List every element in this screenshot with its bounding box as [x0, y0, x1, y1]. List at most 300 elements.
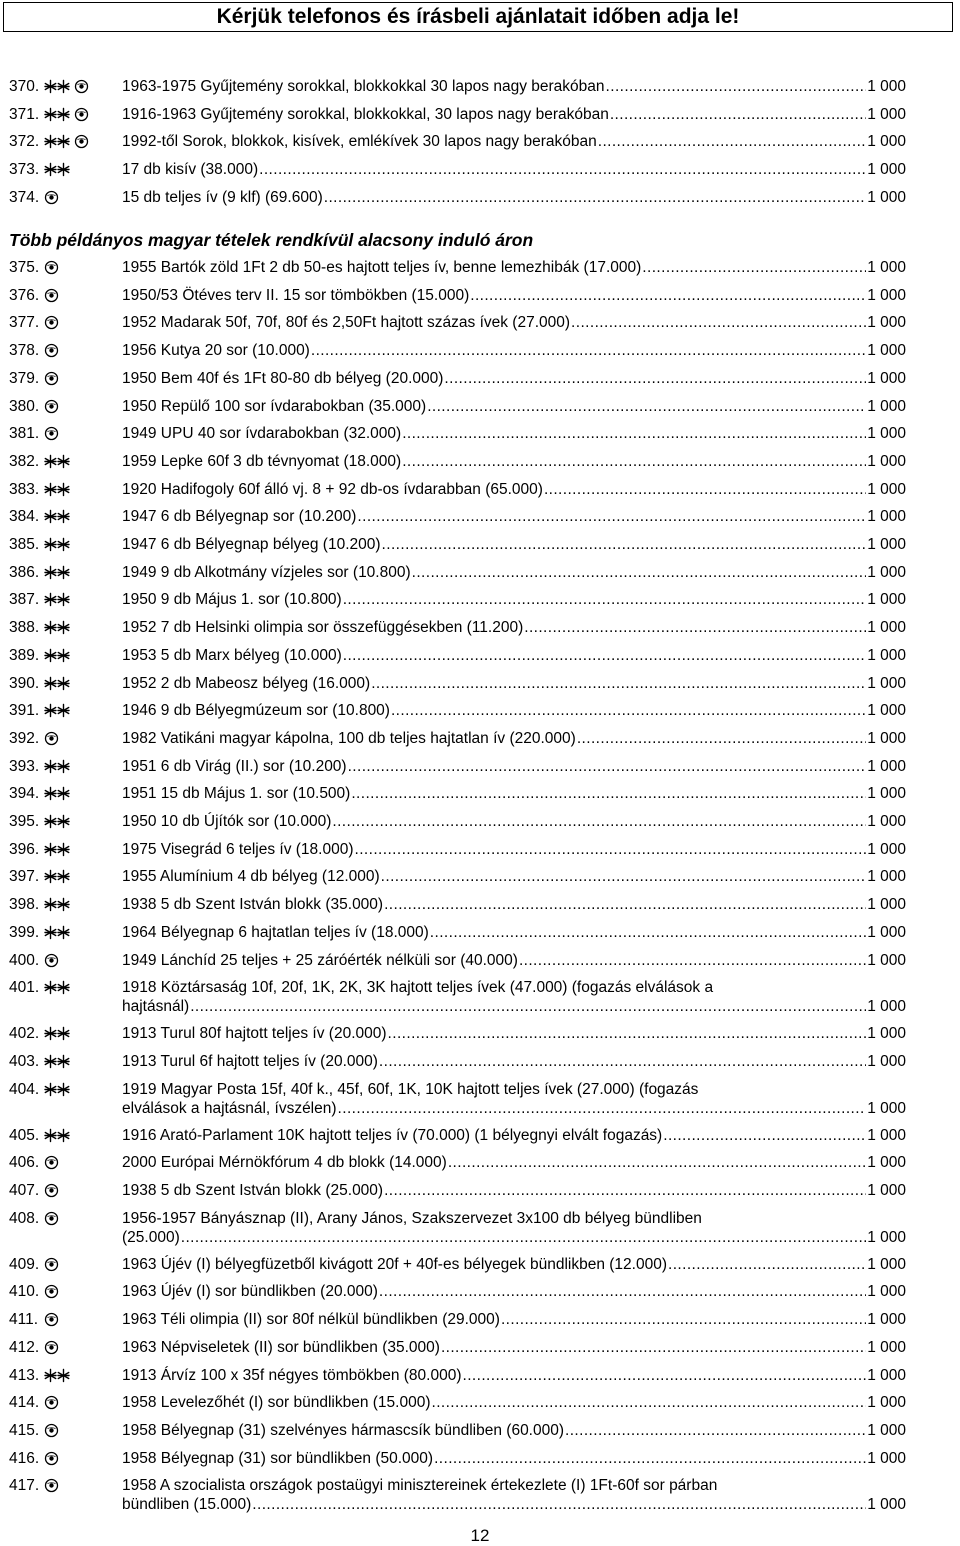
circled-dot-icon: [44, 953, 59, 968]
lot-text: 1956 Kutya 20 sor (10.000): [122, 342, 310, 360]
lot-number: 405.: [9, 1126, 40, 1144]
lot-price-line: [122, 729, 906, 748]
lot-text: 1950 Repülő 100 sor ívdarabokban (35.000): [122, 397, 427, 415]
condition-icons: [44, 980, 70, 995]
double-asterisk-icon: [44, 454, 70, 469]
condition-icons: [44, 1451, 59, 1466]
condition-icons: [44, 953, 59, 968]
lot-number: 391.: [9, 702, 40, 720]
circled-dot-icon: [44, 1257, 59, 1272]
lot-price: 1 000: [867, 646, 906, 664]
lot-text: 1920 Hadifogoly 60f álló vj. 8 + 92 db-os ívdarabban (65.000): [122, 480, 543, 498]
condition-icons: [44, 190, 59, 205]
lot-description: [122, 701, 906, 720]
lot-price-line: [122, 1310, 906, 1329]
dot-leader: [663, 1126, 866, 1145]
lot-price: 1 000: [867, 1496, 906, 1514]
lot-price: 1 000: [867, 868, 906, 886]
lot-price: 1 000: [867, 1052, 906, 1070]
lot-text: 1952 2 db Mabeosz bélyeg (16.000): [122, 674, 371, 692]
dot-leader: [324, 188, 866, 207]
lot-text: 1938 5 db Szent István blokk (25.000): [122, 1182, 384, 1199]
lot-price-line: [122, 563, 906, 582]
lot-number: 411.: [9, 1311, 39, 1329]
lot-price-line: [122, 1282, 906, 1301]
circled-dot-icon: [44, 1423, 59, 1438]
lot-price: 1 000: [867, 314, 906, 332]
condition-icons: [44, 731, 59, 746]
lot-price: 1 000: [867, 1394, 906, 1412]
lot-price-line: [122, 1126, 906, 1145]
condition-icons: [44, 925, 70, 940]
lot-number: 397.: [9, 868, 40, 886]
lot-price: 1 000: [867, 813, 906, 830]
lot-price-line: [122, 646, 906, 665]
lot-price: 1 000: [867, 951, 906, 969]
dot-leader: [402, 452, 866, 471]
lot-price-line: [122, 997, 906, 1016]
dot-leader: [544, 480, 866, 499]
condition-icons: [44, 786, 70, 801]
lot-price: 1 000: [867, 78, 906, 95]
section-title: Több példányos magyar tételek rendkívül alacsony induló áron: [9, 230, 534, 250]
condition-icons: [44, 1257, 59, 1272]
double-asterisk-icon: [44, 980, 70, 995]
lot-price: 1 000: [867, 1025, 906, 1043]
lot-description: [122, 1476, 906, 1514]
lot-price-line: [122, 757, 906, 776]
lot-price-line: [122, 1255, 906, 1274]
condition-icons: [44, 537, 70, 552]
double-asterisk-icon: [44, 592, 70, 607]
lot-price-line: [122, 105, 906, 124]
lot-text: 1949 9 db Alkotmány vízjeles sor (10.800): [122, 563, 411, 581]
lot-price-line: [122, 535, 906, 554]
lot-text: 1947 6 db Bélyegnap bélyeg (10.200): [122, 536, 381, 553]
lot-number: 400.: [9, 951, 40, 969]
lot-text: 1950 9 db Május 1. sor (10.800): [122, 591, 342, 609]
lot-number: 385.: [9, 536, 40, 553]
lot-price: 1 000: [867, 105, 906, 123]
lot-description: [122, 369, 906, 388]
dot-leader: [371, 674, 866, 693]
double-asterisk-icon: [44, 1082, 70, 1097]
double-asterisk-icon: [44, 897, 70, 912]
lot-number: 399.: [9, 923, 40, 941]
lot-price-line: [122, 1099, 906, 1118]
lot-number: 415.: [9, 1421, 40, 1439]
lot-price-line: [122, 452, 906, 471]
lot-description: [122, 1421, 906, 1440]
lot-price-line: [122, 507, 906, 526]
lot-price: 1 000: [867, 161, 906, 179]
lot-text: 1951 6 db Virág (II.) sor (10.200): [122, 757, 347, 775]
lot-price: 1 000: [867, 286, 906, 304]
lot-description: [122, 923, 906, 942]
dot-leader: [606, 77, 867, 96]
double-asterisk-icon: [44, 869, 70, 884]
lot-description: [122, 535, 906, 554]
dot-leader: [431, 1393, 866, 1412]
lot-number: 416.: [9, 1449, 40, 1467]
lot-description: [122, 895, 906, 914]
lot-text: 1963-1975 Gyűjtemény sorokkal, blokkokkal 30 lapos nagy berakóban: [122, 78, 605, 95]
lot-price-line: [122, 1181, 906, 1200]
lot-description: [122, 286, 906, 305]
lot-number: 410.: [9, 1283, 40, 1301]
double-asterisk-icon: [44, 107, 70, 122]
dot-leader: [384, 1181, 866, 1200]
lot-text: 1946 9 db Bélyegmúzeum sor (10.800): [122, 702, 390, 720]
lot-description: [122, 1366, 906, 1385]
lot-number: 396.: [9, 840, 40, 858]
condition-icons: [44, 676, 70, 691]
dot-leader: [463, 1366, 867, 1385]
lot-price-line: [122, 1024, 906, 1043]
double-asterisk-icon: [44, 842, 70, 857]
lot-price-line: [122, 895, 906, 914]
condition-icons: [44, 592, 70, 607]
double-asterisk-icon: [44, 79, 70, 94]
condition-icons: [44, 1395, 59, 1410]
lot-price: 1 000: [867, 1126, 906, 1144]
lot-number: 377.: [9, 314, 40, 332]
lot-number: 406.: [9, 1154, 40, 1172]
circled-dot-icon: [44, 1211, 59, 1226]
lot-price-line: [122, 258, 906, 277]
lot-price: 1 000: [867, 1421, 906, 1439]
lot-text: 1992-től Sorok, blokkok, kisívek, emlékívek 30 lapos nagy berakóban: [122, 133, 597, 151]
double-asterisk-icon: [44, 162, 70, 177]
circled-dot-icon: [44, 1312, 59, 1327]
double-asterisk-icon: [44, 1026, 70, 1041]
lot-number: 407.: [9, 1182, 40, 1199]
condition-icons: [44, 315, 59, 330]
condition-icons: [44, 897, 70, 912]
lot-price-line: [122, 313, 906, 332]
lot-price-line: [122, 1153, 906, 1172]
condition-icons: [44, 814, 70, 829]
lot-price: 1 000: [867, 1338, 906, 1356]
dot-leader: [565, 1421, 866, 1440]
double-asterisk-icon: [44, 620, 70, 635]
lot-text: 1958 Bélyegnap (31) sor bündlikben (50.000): [122, 1449, 434, 1467]
lot-text: hajtásnál): [122, 998, 190, 1016]
dot-leader: [598, 132, 866, 151]
dot-leader: [430, 923, 866, 942]
circled-dot-icon: [74, 107, 89, 122]
lot-number: 384.: [9, 508, 40, 526]
dot-leader: [412, 563, 867, 582]
lot-price: 1 000: [867, 729, 906, 747]
dot-leader: [427, 397, 866, 416]
header-banner: Kérjük telefonos és írásbeli ajánlatait időben adja le!: [3, 2, 953, 32]
condition-icons: [44, 1340, 59, 1355]
lot-price: 1 000: [867, 1283, 906, 1301]
double-asterisk-icon: [44, 814, 70, 829]
lot-price-line: [122, 923, 906, 942]
lot-text: 15 db teljes ív (9 klf) (69.600): [122, 188, 323, 206]
lot-price-line: [122, 1393, 906, 1412]
circled-dot-icon: [44, 260, 59, 275]
double-asterisk-icon: [44, 676, 70, 691]
lot-price-line: [122, 341, 906, 360]
lot-text: 1951 15 db Május 1. sor (10.500): [122, 785, 351, 803]
lot-description: [122, 1153, 906, 1172]
condition-icons: [44, 1128, 70, 1143]
double-asterisk-icon: [44, 925, 70, 940]
circled-dot-icon: [44, 1183, 59, 1198]
double-asterisk-icon: [44, 482, 70, 497]
lot-text: 1950 Bem 40f és 1Ft 80-80 db bélyeg (20.000): [122, 369, 444, 387]
circled-dot-icon: [44, 1478, 59, 1493]
lot-number: 417.: [9, 1477, 40, 1495]
dot-leader: [343, 646, 866, 665]
lot-number: 392.: [9, 729, 40, 747]
lot-text: 1953 5 db Marx bélyeg (10.000): [122, 646, 342, 664]
lot-text: elválások a hajtásnál, ívszélen): [122, 1099, 337, 1117]
lot-description: [122, 188, 906, 207]
lot-description: [122, 978, 906, 1016]
dot-leader: [610, 105, 866, 124]
lot-price-line: [122, 1228, 906, 1247]
dot-leader: [434, 1449, 866, 1468]
lot-text: 1955 Bartók zöld 1Ft 2 db 50-es hajtott teljes ív, benne lemezhibák (17.000): [122, 259, 642, 276]
lot-number: 375.: [9, 259, 40, 276]
lot-number: 371.: [9, 105, 40, 123]
lot-number: 380.: [9, 397, 40, 415]
lot-description: [122, 1080, 906, 1118]
lot-number: 373.: [9, 161, 40, 179]
lot-price: 1 000: [867, 785, 906, 803]
lot-price: 1 000: [867, 998, 906, 1016]
circled-dot-icon: [44, 1155, 59, 1170]
condition-icons: [44, 1312, 59, 1327]
lot-price: 1 000: [867, 508, 906, 526]
condition-icons: [44, 620, 70, 635]
lot-price: 1 000: [867, 923, 906, 941]
lot-price: 1 000: [867, 133, 906, 151]
dot-leader: [444, 369, 866, 388]
dot-leader: [343, 590, 866, 609]
dot-leader: [355, 840, 867, 859]
lot-text: bündliben (15.000): [122, 1496, 252, 1514]
lot-price: 1 000: [867, 1449, 906, 1467]
lot-description: [122, 1255, 906, 1274]
circled-dot-icon: [44, 426, 59, 441]
dot-leader: [181, 1228, 866, 1247]
lot-price-line: [122, 369, 906, 388]
lot-price-line: [122, 840, 906, 859]
dot-leader: [190, 997, 866, 1016]
condition-icons: [44, 1211, 59, 1226]
lot-description: [122, 1052, 906, 1071]
condition-icons: [44, 107, 89, 122]
double-asterisk-icon: [44, 1054, 70, 1069]
lot-price-line: [122, 701, 906, 720]
lot-description: [122, 840, 906, 859]
lot-number: 409.: [9, 1255, 40, 1273]
condition-icons: [44, 565, 70, 580]
double-asterisk-icon: [44, 1368, 70, 1383]
dot-leader: [348, 757, 867, 776]
lot-price-line: [122, 1449, 906, 1468]
lot-price: 1 000: [867, 259, 906, 276]
lot-number: 390.: [9, 674, 40, 692]
lot-description: [122, 313, 906, 332]
condition-icons: [44, 134, 89, 149]
condition-icons: [44, 454, 70, 469]
dot-leader: [571, 313, 866, 332]
lot-price: 1 000: [867, 1228, 906, 1246]
dot-leader: [391, 701, 866, 720]
circled-dot-icon: [44, 315, 59, 330]
double-asterisk-icon: [44, 703, 70, 718]
lot-description: [122, 563, 906, 582]
lot-price: 1 000: [867, 188, 906, 206]
condition-icons: [44, 1026, 70, 1041]
lot-text: 1963 Népviseletek (II) sor bündlikben (35.000): [122, 1338, 440, 1356]
lot-price-line: [122, 1421, 906, 1440]
lot-number: 398.: [9, 896, 40, 914]
dot-leader: [252, 1495, 866, 1514]
lot-text: 1952 Madarak 50f, 70f, 80f és 2,50Ft hajtott százas ívek (27.000): [122, 314, 571, 332]
lot-description: [122, 424, 906, 443]
lot-number: 403.: [9, 1052, 40, 1070]
lot-description: [122, 132, 906, 151]
dot-leader: [402, 424, 866, 443]
circled-dot-icon: [44, 399, 59, 414]
condition-icons: [44, 399, 59, 414]
lot-description: [122, 1393, 906, 1412]
condition-icons: [44, 842, 70, 857]
double-asterisk-icon: [44, 565, 70, 580]
lot-description: [122, 784, 906, 803]
lot-description: [122, 1282, 906, 1301]
lot-text: 1964 Bélyegnap 6 hajtatlan teljes ív (18.000): [122, 923, 429, 941]
lot-price: 1 000: [867, 1255, 906, 1273]
lot-description: [122, 1209, 906, 1247]
lot-description: [122, 951, 906, 970]
lot-price-line: [122, 188, 906, 207]
lot-price-line: [122, 397, 906, 416]
lot-price-line: [122, 132, 906, 151]
circled-dot-icon: [44, 1395, 59, 1410]
double-asterisk-icon: [44, 648, 70, 663]
condition-icons: [44, 288, 59, 303]
lot-number: 413.: [9, 1366, 40, 1384]
dot-leader: [384, 895, 866, 914]
lot-price-line: [122, 160, 906, 179]
condition-icons: [44, 869, 70, 884]
circled-dot-icon: [44, 288, 59, 303]
dot-leader: [379, 1052, 866, 1071]
dot-leader: [388, 1024, 867, 1043]
condition-icons: [44, 79, 89, 94]
lot-price: 1 000: [867, 840, 906, 858]
lot-number: 372.: [9, 133, 40, 151]
lot-price-line: [122, 1052, 906, 1071]
lot-text: 1963 Újév (I) sor bündlikben (20.000): [122, 1283, 378, 1301]
lot-number: 386.: [9, 563, 40, 581]
circled-dot-icon: [44, 1340, 59, 1355]
dot-leader: [642, 258, 866, 277]
lot-price: 1 000: [867, 1366, 906, 1384]
lot-price-line: [122, 424, 906, 443]
lot-price-line: [122, 784, 906, 803]
lot-price: 1 000: [867, 480, 906, 498]
lot-description: [122, 1338, 906, 1357]
dot-leader: [524, 618, 866, 637]
dot-leader: [332, 812, 866, 831]
lot-text: 1975 Visegrád 6 teljes ív (18.000): [122, 840, 354, 858]
lot-description-line: 1919 Magyar Posta 15f, 40f k., 45f, 60f, 1K, 10K hajtott teljes ívek (27.000) (fogazás: [122, 1080, 699, 1098]
lot-text: 2000 Európai Mérnökfórum 4 db blokk (14.000): [122, 1154, 447, 1172]
lot-price: 1 000: [867, 563, 906, 581]
lot-description-line: 1918 Köztársaság 10f, 20f, 1K, 2K, 3K hajtott teljes ívek (47.000) (fogazás elválások a: [122, 979, 714, 997]
lot-number: 401.: [9, 979, 40, 997]
lot-description-line: 1958 A szocialista országok postaügyi minisztereinek értekezlete (I) 1Ft-60f sor párban: [122, 1477, 718, 1495]
lot-description: [122, 1449, 906, 1468]
dot-leader: [577, 729, 866, 748]
lot-number: 379.: [9, 369, 40, 387]
lot-number: 382.: [9, 452, 40, 470]
lot-text: 1958 Levelezőhét (I) sor bündlikben (15.000): [122, 1394, 431, 1412]
lot-text: 1916 Arató-Parlament 10K hajtott teljes ív (70.000) (1 bélyegnyi elvált fogazás): [122, 1126, 663, 1144]
lot-number: 393.: [9, 757, 40, 775]
dot-leader: [470, 286, 866, 305]
lot-price: 1 000: [867, 536, 906, 553]
lot-text: 1950/53 Ötéves terv II. 15 sor tömbökben (15.000): [122, 286, 470, 304]
condition-icons: [44, 371, 59, 386]
circled-dot-icon: [74, 79, 89, 94]
lot-description: [122, 341, 906, 360]
lot-price-line: [122, 618, 906, 637]
lot-price: 1 000: [867, 452, 906, 470]
lot-number: 402.: [9, 1025, 40, 1043]
condition-icons: [44, 703, 70, 718]
lot-price: 1 000: [867, 619, 906, 637]
lot-description: [122, 729, 906, 748]
lot-price: 1 000: [867, 342, 906, 360]
lot-price-line: [122, 1366, 906, 1385]
lot-description-line: 1956-1957 Bányásznap (II), Arany János, Szakszervezet 3x100 db bélyeg bündliben: [122, 1209, 702, 1227]
lot-description: [122, 1126, 906, 1145]
condition-icons: [44, 1284, 59, 1299]
lot-text: 1947 6 db Bélyegnap sor (10.200): [122, 508, 357, 526]
dot-leader: [357, 507, 866, 526]
lot-price-line: [122, 286, 906, 305]
lot-price-line: [122, 951, 906, 970]
lot-price: 1 000: [867, 591, 906, 609]
double-asterisk-icon: [44, 134, 70, 149]
lot-price-line: [122, 1495, 906, 1514]
lot-description: [122, 480, 906, 499]
lot-text: 1913 Árvíz 100 x 35f négyes tömbökben (80.000): [122, 1366, 462, 1384]
dot-leader: [259, 160, 866, 179]
lot-text: 1955 Alumínium 4 db bélyeg (12.000): [122, 868, 380, 886]
double-asterisk-icon: [44, 786, 70, 801]
lot-description: [122, 160, 906, 179]
condition-icons: [44, 509, 70, 524]
lot-price: 1 000: [867, 369, 906, 387]
lot-number: 394.: [9, 785, 40, 803]
lot-number: 389.: [9, 646, 40, 664]
lot-number: 412.: [9, 1338, 40, 1356]
lot-text: 1950 10 db Újítók sor (10.000): [122, 813, 332, 830]
double-asterisk-icon: [44, 759, 70, 774]
lot-text: 1958 Bélyegnap (31) szelvényes hármascsík bündliben (60.000): [122, 1421, 565, 1439]
